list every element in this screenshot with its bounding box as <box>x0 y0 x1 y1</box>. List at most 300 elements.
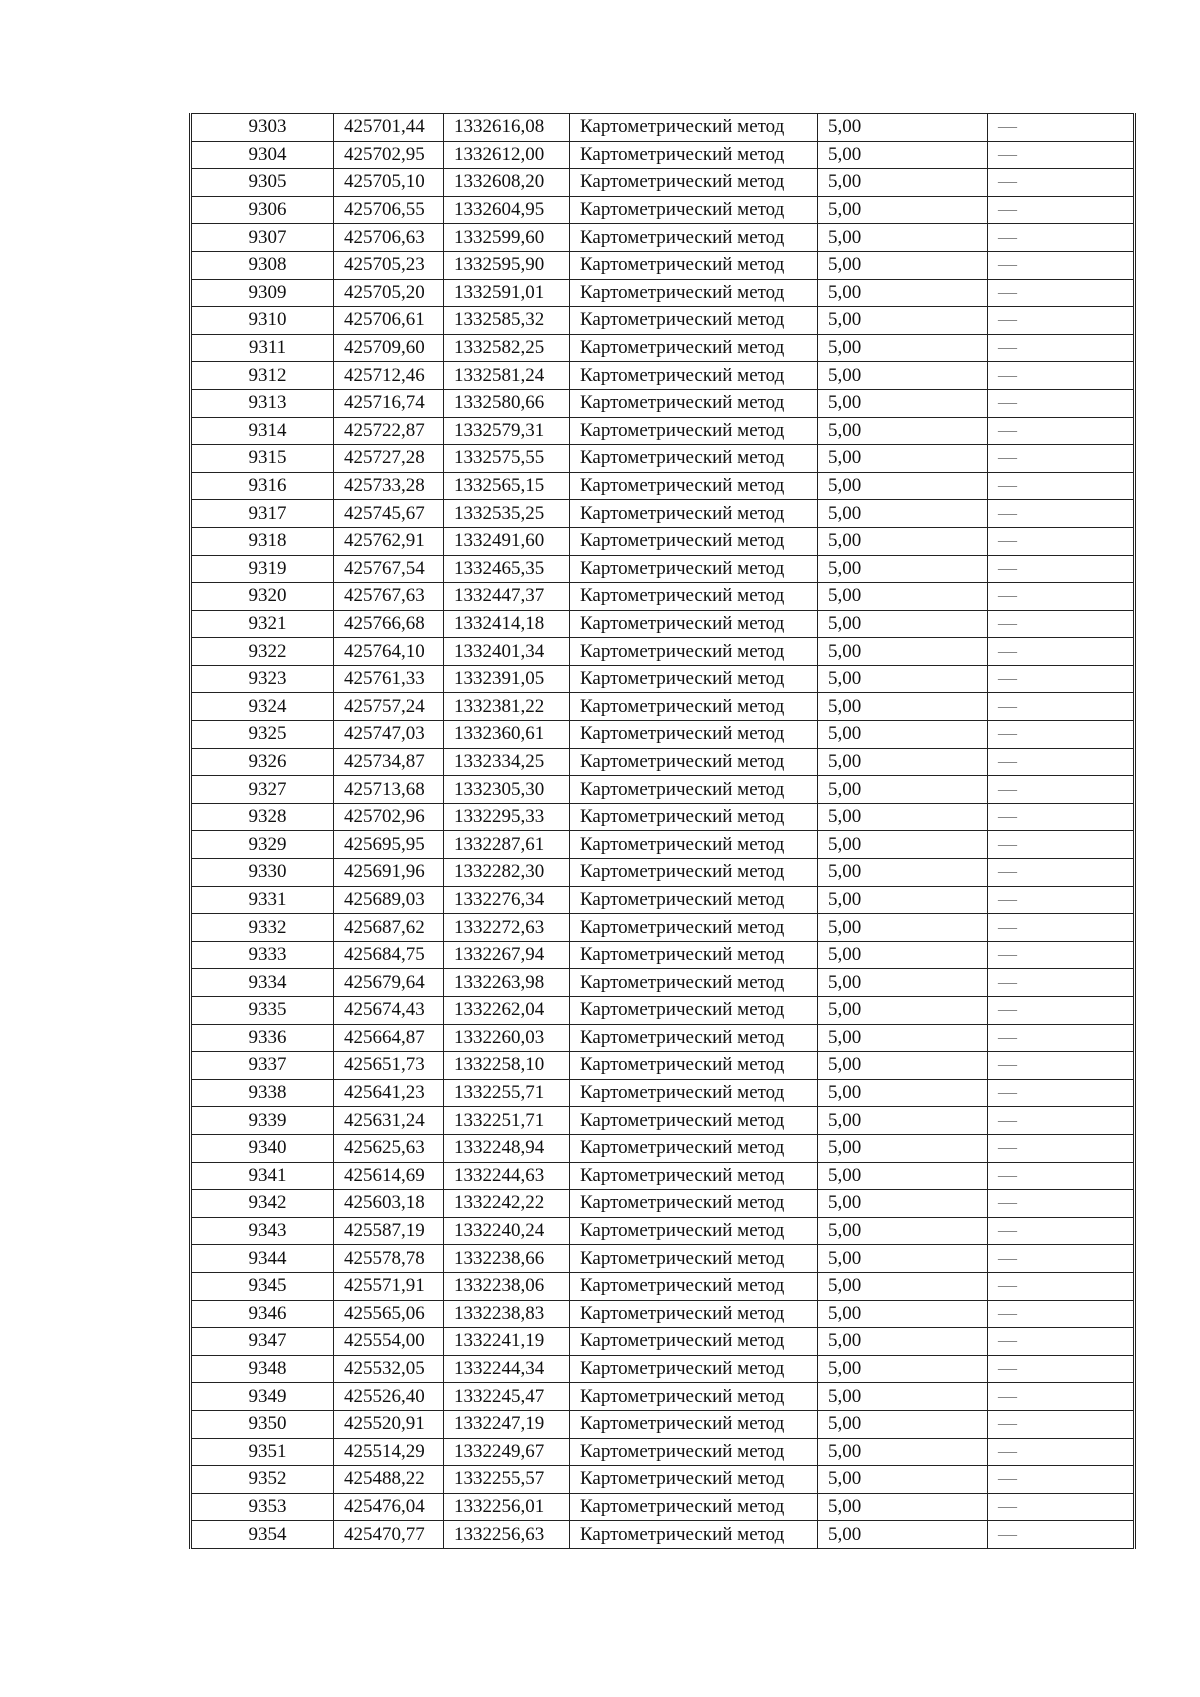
coord-x-cell: 425689,03 <box>334 886 444 914</box>
note-cell: — <box>988 1410 1135 1438</box>
coord-y-cell: 1332585,32 <box>444 307 570 335</box>
coord-y-cell: 1332616,08 <box>444 114 570 142</box>
method-cell: Картометрический метод <box>570 279 818 307</box>
method-cell: Картометрический метод <box>570 389 818 417</box>
method-cell: Картометрический метод <box>570 1079 818 1107</box>
method-cell: Картометрический метод <box>570 1438 818 1466</box>
note-cell: — <box>988 417 1135 445</box>
note-cell: — <box>988 500 1135 528</box>
note-cell: — <box>988 1328 1135 1356</box>
method-cell: Картометрический метод <box>570 1355 818 1383</box>
note-cell: — <box>988 1272 1135 1300</box>
table-row <box>191 693 1135 721</box>
table-row <box>191 1355 1135 1383</box>
coord-x-cell: 425565,06 <box>334 1300 444 1328</box>
table-row <box>191 1438 1135 1466</box>
method-cell: Картометрический метод <box>570 886 818 914</box>
table-row <box>191 1217 1135 1245</box>
coord-y-cell: 1332249,67 <box>444 1438 570 1466</box>
accuracy-cell: 5,00 <box>818 1300 988 1328</box>
coord-y-cell: 1332565,15 <box>444 472 570 500</box>
note-cell: — <box>988 831 1135 859</box>
coord-x-cell: 425526,40 <box>334 1383 444 1411</box>
table-row <box>191 1328 1135 1356</box>
coord-x-cell: 425679,64 <box>334 969 444 997</box>
table-row <box>191 886 1135 914</box>
coord-y-cell: 1332535,25 <box>444 500 570 528</box>
coord-x-cell: 425706,61 <box>334 307 444 335</box>
coord-x-cell: 425476,04 <box>334 1493 444 1521</box>
method-cell: Картометрический метод <box>570 693 818 721</box>
accuracy-cell: 5,00 <box>818 1272 988 1300</box>
note-cell: — <box>988 1438 1135 1466</box>
coord-y-cell: 1332245,47 <box>444 1383 570 1411</box>
note-cell: — <box>988 114 1135 142</box>
method-cell: Картометрический метод <box>570 1190 818 1218</box>
note-cell: — <box>988 776 1135 804</box>
point-number-cell: 9344 <box>191 1245 334 1273</box>
note-cell: — <box>988 334 1135 362</box>
accuracy-cell: 5,00 <box>818 803 988 831</box>
note-cell: — <box>988 803 1135 831</box>
note-cell: — <box>988 279 1135 307</box>
accuracy-cell: 5,00 <box>818 445 988 473</box>
point-number-cell: 9310 <box>191 307 334 335</box>
coord-y-cell: 1332401,34 <box>444 638 570 666</box>
coord-y-cell: 1332287,61 <box>444 831 570 859</box>
table-row <box>191 1410 1135 1438</box>
method-cell: Картометрический метод <box>570 721 818 749</box>
accuracy-cell: 5,00 <box>818 389 988 417</box>
coord-x-cell: 425631,24 <box>334 1107 444 1135</box>
accuracy-cell: 5,00 <box>818 334 988 362</box>
method-cell: Картометрический метод <box>570 1328 818 1356</box>
coord-x-cell: 425684,75 <box>334 941 444 969</box>
point-number-cell: 9315 <box>191 445 334 473</box>
accuracy-cell: 5,00 <box>818 1190 988 1218</box>
accuracy-cell: 5,00 <box>818 555 988 583</box>
coord-x-cell: 425587,19 <box>334 1217 444 1245</box>
method-cell: Картометрический метод <box>570 1493 818 1521</box>
point-number-cell: 9329 <box>191 831 334 859</box>
method-cell: Картометрический метод <box>570 665 818 693</box>
coord-x-cell: 425705,20 <box>334 279 444 307</box>
coord-x-cell: 425761,33 <box>334 665 444 693</box>
point-number-cell: 9330 <box>191 859 334 887</box>
coord-y-cell: 1332251,71 <box>444 1107 570 1135</box>
coord-y-cell: 1332595,90 <box>444 251 570 279</box>
coord-x-cell: 425674,43 <box>334 997 444 1025</box>
table-row <box>191 1300 1135 1328</box>
coord-x-cell: 425641,23 <box>334 1079 444 1107</box>
accuracy-cell: 5,00 <box>818 665 988 693</box>
table-row <box>191 251 1135 279</box>
method-cell: Картометрический метод <box>570 251 818 279</box>
accuracy-cell: 5,00 <box>818 1521 988 1549</box>
coord-y-cell: 1332608,20 <box>444 169 570 197</box>
note-cell: — <box>988 362 1135 390</box>
method-cell: Картометрический метод <box>570 1162 818 1190</box>
coord-x-cell: 425651,73 <box>334 1052 444 1080</box>
point-number-cell: 9328 <box>191 803 334 831</box>
note-cell: — <box>988 638 1135 666</box>
method-cell: Картометрический метод <box>570 941 818 969</box>
note-cell: — <box>988 1493 1135 1521</box>
coord-y-cell: 1332360,61 <box>444 721 570 749</box>
note-cell: — <box>988 1162 1135 1190</box>
table-row <box>191 638 1135 666</box>
table-row <box>191 1052 1135 1080</box>
accuracy-cell: 5,00 <box>818 941 988 969</box>
point-number-cell: 9339 <box>191 1107 334 1135</box>
point-number-cell: 9350 <box>191 1410 334 1438</box>
note-cell: — <box>988 886 1135 914</box>
method-cell: Картометрический метод <box>570 114 818 142</box>
point-number-cell: 9345 <box>191 1272 334 1300</box>
coord-x-cell: 425716,74 <box>334 389 444 417</box>
note-cell: — <box>988 748 1135 776</box>
coord-x-cell: 425764,10 <box>334 638 444 666</box>
coord-x-cell: 425767,63 <box>334 583 444 611</box>
table-row <box>191 831 1135 859</box>
accuracy-cell: 5,00 <box>818 721 988 749</box>
coord-y-cell: 1332575,55 <box>444 445 570 473</box>
coord-x-cell: 425695,95 <box>334 831 444 859</box>
method-cell: Картометрический метод <box>570 555 818 583</box>
point-number-cell: 9306 <box>191 196 334 224</box>
coord-x-cell: 425713,68 <box>334 776 444 804</box>
method-cell: Картометрический метод <box>570 1521 818 1549</box>
note-cell: — <box>988 307 1135 335</box>
point-number-cell: 9321 <box>191 610 334 638</box>
coord-y-cell: 1332247,19 <box>444 1410 570 1438</box>
point-number-cell: 9334 <box>191 969 334 997</box>
accuracy-cell: 5,00 <box>818 1383 988 1411</box>
coord-y-cell: 1332272,63 <box>444 914 570 942</box>
accuracy-cell: 5,00 <box>818 1162 988 1190</box>
point-number-cell: 9354 <box>191 1521 334 1549</box>
point-number-cell: 9324 <box>191 693 334 721</box>
method-cell: Картометрический метод <box>570 169 818 197</box>
coord-x-cell: 425766,68 <box>334 610 444 638</box>
point-number-cell: 9343 <box>191 1217 334 1245</box>
method-cell: Картометрический метод <box>570 638 818 666</box>
table-row <box>191 1493 1135 1521</box>
note-cell: — <box>988 1079 1135 1107</box>
method-cell: Картометрический метод <box>570 831 818 859</box>
note-cell: — <box>988 665 1135 693</box>
table-row <box>191 1024 1135 1052</box>
note-cell: — <box>988 1245 1135 1273</box>
coord-y-cell: 1332248,94 <box>444 1134 570 1162</box>
method-cell: Картометрический метод <box>570 334 818 362</box>
coord-y-cell: 1332391,05 <box>444 665 570 693</box>
coord-x-cell: 425767,54 <box>334 555 444 583</box>
accuracy-cell: 5,00 <box>818 196 988 224</box>
accuracy-cell: 5,00 <box>818 251 988 279</box>
table-row <box>191 389 1135 417</box>
method-cell: Картометрический метод <box>570 1300 818 1328</box>
note-cell: — <box>988 224 1135 252</box>
accuracy-cell: 5,00 <box>818 859 988 887</box>
accuracy-cell: 5,00 <box>818 638 988 666</box>
note-cell: — <box>988 169 1135 197</box>
point-number-cell: 9351 <box>191 1438 334 1466</box>
table-row <box>191 969 1135 997</box>
accuracy-cell: 5,00 <box>818 224 988 252</box>
table-row <box>191 1134 1135 1162</box>
table-row <box>191 941 1135 969</box>
accuracy-cell: 5,00 <box>818 1134 988 1162</box>
coord-x-cell: 425532,05 <box>334 1355 444 1383</box>
point-number-cell: 9313 <box>191 389 334 417</box>
note-cell: — <box>988 1052 1135 1080</box>
coord-x-cell: 425706,55 <box>334 196 444 224</box>
table-row <box>191 169 1135 197</box>
table-row <box>191 610 1135 638</box>
table-row <box>191 196 1135 224</box>
coord-x-cell: 425520,91 <box>334 1410 444 1438</box>
accuracy-cell: 5,00 <box>818 1079 988 1107</box>
method-cell: Картометрический метод <box>570 610 818 638</box>
table-row <box>191 721 1135 749</box>
table-row <box>191 1079 1135 1107</box>
accuracy-cell: 5,00 <box>818 1438 988 1466</box>
method-cell: Картометрический метод <box>570 500 818 528</box>
coord-x-cell: 425625,63 <box>334 1134 444 1162</box>
method-cell: Картометрический метод <box>570 1245 818 1273</box>
method-cell: Картометрический метод <box>570 196 818 224</box>
coord-y-cell: 1332260,03 <box>444 1024 570 1052</box>
accuracy-cell: 5,00 <box>818 527 988 555</box>
accuracy-cell: 5,00 <box>818 1245 988 1273</box>
note-cell: — <box>988 1521 1135 1549</box>
table-row <box>191 1466 1135 1494</box>
method-cell: Картометрический метод <box>570 748 818 776</box>
note-cell: — <box>988 610 1135 638</box>
coord-x-cell: 425712,46 <box>334 362 444 390</box>
method-cell: Картометрический метод <box>570 141 818 169</box>
point-number-cell: 9347 <box>191 1328 334 1356</box>
table-row <box>191 1245 1135 1273</box>
note-cell: — <box>988 721 1135 749</box>
note-cell: — <box>988 141 1135 169</box>
coord-x-cell: 425709,60 <box>334 334 444 362</box>
note-cell: — <box>988 1190 1135 1218</box>
coord-x-cell: 425488,22 <box>334 1466 444 1494</box>
coord-x-cell: 425664,87 <box>334 1024 444 1052</box>
table-row <box>191 914 1135 942</box>
coord-y-cell: 1332305,30 <box>444 776 570 804</box>
coord-x-cell: 425470,77 <box>334 1521 444 1549</box>
point-number-cell: 9318 <box>191 527 334 555</box>
table-row <box>191 500 1135 528</box>
accuracy-cell: 5,00 <box>818 583 988 611</box>
coord-y-cell: 1332256,01 <box>444 1493 570 1521</box>
note-cell: — <box>988 1107 1135 1135</box>
point-number-cell: 9333 <box>191 941 334 969</box>
table-row <box>191 224 1135 252</box>
point-number-cell: 9327 <box>191 776 334 804</box>
accuracy-cell: 5,00 <box>818 748 988 776</box>
point-number-cell: 9336 <box>191 1024 334 1052</box>
point-number-cell: 9312 <box>191 362 334 390</box>
note-cell: — <box>988 859 1135 887</box>
point-number-cell: 9320 <box>191 583 334 611</box>
coord-x-cell: 425614,69 <box>334 1162 444 1190</box>
note-cell: — <box>988 969 1135 997</box>
accuracy-cell: 5,00 <box>818 472 988 500</box>
coord-x-cell: 425691,96 <box>334 859 444 887</box>
table-row <box>191 417 1135 445</box>
table-row <box>191 1162 1135 1190</box>
coord-y-cell: 1332381,22 <box>444 693 570 721</box>
method-cell: Картометрический метод <box>570 1272 818 1300</box>
coord-x-cell: 425578,78 <box>334 1245 444 1273</box>
method-cell: Картометрический метод <box>570 1217 818 1245</box>
point-number-cell: 9340 <box>191 1134 334 1162</box>
point-number-cell: 9341 <box>191 1162 334 1190</box>
method-cell: Картометрический метод <box>570 776 818 804</box>
coord-y-cell: 1332282,30 <box>444 859 570 887</box>
accuracy-cell: 5,00 <box>818 997 988 1025</box>
table-row <box>191 1190 1135 1218</box>
coord-y-cell: 1332582,25 <box>444 334 570 362</box>
method-cell: Картометрический метод <box>570 1052 818 1080</box>
coord-y-cell: 1332604,95 <box>444 196 570 224</box>
point-number-cell: 9303 <box>191 114 334 142</box>
point-number-cell: 9323 <box>191 665 334 693</box>
accuracy-cell: 5,00 <box>818 1052 988 1080</box>
coord-y-cell: 1332238,66 <box>444 1245 570 1273</box>
coord-y-cell: 1332242,22 <box>444 1190 570 1218</box>
coord-x-cell: 425603,18 <box>334 1190 444 1218</box>
method-cell: Картометрический метод <box>570 417 818 445</box>
accuracy-cell: 5,00 <box>818 1410 988 1438</box>
method-cell: Картометрический метод <box>570 1134 818 1162</box>
note-cell: — <box>988 914 1135 942</box>
coord-x-cell: 425687,62 <box>334 914 444 942</box>
note-cell: — <box>988 1217 1135 1245</box>
accuracy-cell: 5,00 <box>818 1107 988 1135</box>
coord-x-cell: 425747,03 <box>334 721 444 749</box>
point-number-cell: 9335 <box>191 997 334 1025</box>
point-number-cell: 9309 <box>191 279 334 307</box>
point-number-cell: 9311 <box>191 334 334 362</box>
coord-y-cell: 1332581,24 <box>444 362 570 390</box>
table-row <box>191 1521 1135 1549</box>
coord-y-cell: 1332241,19 <box>444 1328 570 1356</box>
coord-y-cell: 1332256,63 <box>444 1521 570 1549</box>
method-cell: Картометрический метод <box>570 914 818 942</box>
method-cell: Картометрический метод <box>570 1466 818 1494</box>
method-cell: Картометрический метод <box>570 472 818 500</box>
coord-y-cell: 1332465,35 <box>444 555 570 583</box>
accuracy-cell: 5,00 <box>818 417 988 445</box>
note-cell: — <box>988 583 1135 611</box>
table-row <box>191 665 1135 693</box>
coord-y-cell: 1332334,25 <box>444 748 570 776</box>
coord-y-cell: 1332295,33 <box>444 803 570 831</box>
coord-y-cell: 1332238,06 <box>444 1272 570 1300</box>
coord-y-cell: 1332447,37 <box>444 583 570 611</box>
coord-x-cell: 425702,95 <box>334 141 444 169</box>
point-number-cell: 9322 <box>191 638 334 666</box>
accuracy-cell: 5,00 <box>818 1024 988 1052</box>
coord-y-cell: 1332255,71 <box>444 1079 570 1107</box>
method-cell: Картометрический метод <box>570 1024 818 1052</box>
table-row <box>191 997 1135 1025</box>
accuracy-cell: 5,00 <box>818 1355 988 1383</box>
coord-x-cell: 425762,91 <box>334 527 444 555</box>
table-row <box>191 307 1135 335</box>
accuracy-cell: 5,00 <box>818 279 988 307</box>
coord-x-cell: 425722,87 <box>334 417 444 445</box>
coord-y-cell: 1332276,34 <box>444 886 570 914</box>
note-cell: — <box>988 1300 1135 1328</box>
point-number-cell: 9307 <box>191 224 334 252</box>
point-number-cell: 9325 <box>191 721 334 749</box>
note-cell: — <box>988 693 1135 721</box>
table-row <box>191 445 1135 473</box>
coord-x-cell: 425571,91 <box>334 1272 444 1300</box>
method-cell: Картометрический метод <box>570 969 818 997</box>
coord-x-cell: 425514,29 <box>334 1438 444 1466</box>
point-number-cell: 9305 <box>191 169 334 197</box>
note-cell: — <box>988 389 1135 417</box>
coord-y-cell: 1332244,34 <box>444 1355 570 1383</box>
coord-x-cell: 425757,24 <box>334 693 444 721</box>
note-cell: — <box>988 997 1135 1025</box>
note-cell: — <box>988 251 1135 279</box>
method-cell: Картометрический метод <box>570 803 818 831</box>
accuracy-cell: 5,00 <box>818 169 988 197</box>
method-cell: Картометрический метод <box>570 362 818 390</box>
coord-x-cell: 425702,96 <box>334 803 444 831</box>
accuracy-cell: 5,00 <box>818 141 988 169</box>
accuracy-cell: 5,00 <box>818 362 988 390</box>
coord-x-cell: 425745,67 <box>334 500 444 528</box>
accuracy-cell: 5,00 <box>818 307 988 335</box>
table-row <box>191 362 1135 390</box>
note-cell: — <box>988 1024 1135 1052</box>
point-number-cell: 9332 <box>191 914 334 942</box>
note-cell: — <box>988 472 1135 500</box>
coord-y-cell: 1332263,98 <box>444 969 570 997</box>
coord-y-cell: 1332244,63 <box>444 1162 570 1190</box>
table-row <box>191 279 1135 307</box>
coord-x-cell: 425733,28 <box>334 472 444 500</box>
table-row <box>191 776 1135 804</box>
accuracy-cell: 5,00 <box>818 886 988 914</box>
accuracy-cell: 5,00 <box>818 1217 988 1245</box>
note-cell: — <box>988 527 1135 555</box>
coord-x-cell: 425705,23 <box>334 251 444 279</box>
method-cell: Картометрический метод <box>570 859 818 887</box>
method-cell: Картометрический метод <box>570 527 818 555</box>
coord-y-cell: 1332599,60 <box>444 224 570 252</box>
table-row <box>191 555 1135 583</box>
accuracy-cell: 5,00 <box>818 114 988 142</box>
coord-y-cell: 1332580,66 <box>444 389 570 417</box>
point-number-cell: 9348 <box>191 1355 334 1383</box>
table-row <box>191 583 1135 611</box>
point-number-cell: 9308 <box>191 251 334 279</box>
accuracy-cell: 5,00 <box>818 969 988 997</box>
method-cell: Картометрический метод <box>570 1410 818 1438</box>
accuracy-cell: 5,00 <box>818 1466 988 1494</box>
method-cell: Картометрический метод <box>570 583 818 611</box>
